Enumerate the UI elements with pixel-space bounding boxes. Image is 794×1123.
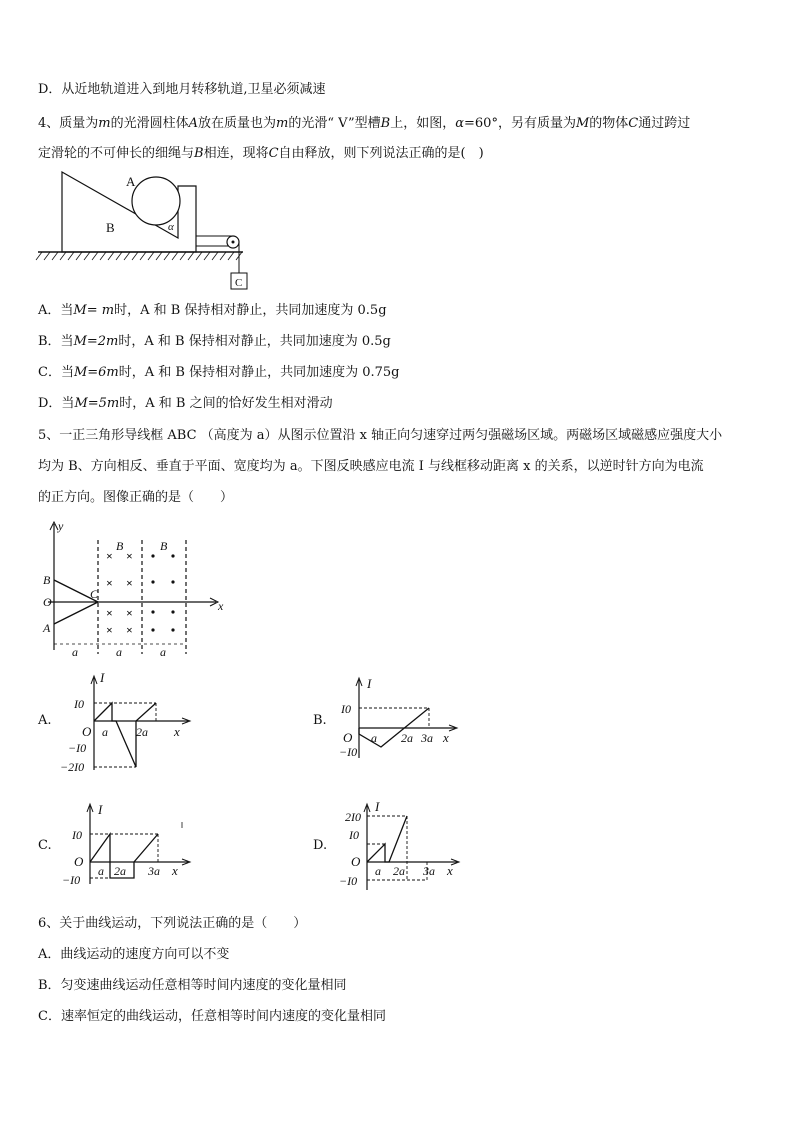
- graph-c-tick-3a: 3a: [148, 864, 160, 878]
- q5-option-c-label: C.: [38, 838, 52, 853]
- fig-b-vertex: B: [43, 573, 51, 587]
- graph-d-i0: I0: [349, 828, 359, 842]
- fig-width-a1: a: [72, 645, 78, 659]
- fig-a-vertex: A: [43, 621, 51, 635]
- graph-b-i-label: I: [367, 676, 372, 691]
- fig-field-b2: B: [160, 539, 168, 553]
- graph-b-neg-i0: −I0: [339, 745, 358, 759]
- graph-a-neg-i0: −I0: [68, 741, 87, 755]
- graph-d-tick-a: a: [375, 864, 381, 878]
- graph-b-tick-a: a: [371, 731, 377, 745]
- q5-stem-line1: 5、一正三角形导线框 ABC （高度为 a）从图示位置沿 x 轴正向匀速穿过两匀强磁场区域。两磁场区域磁感应强度大小: [38, 428, 723, 443]
- svg-text:×: ×: [126, 606, 133, 620]
- fig-y-label: y: [58, 519, 64, 533]
- q5-graph-a: [60, 670, 200, 775]
- q5-option-a-label: A.: [38, 713, 52, 728]
- graph-a-x-label: x: [174, 724, 180, 739]
- graph-c-o: O: [74, 854, 84, 869]
- q4-option-d: D．当M=5m时，A 和 B 之间的恰好发生相对滑动: [38, 396, 333, 411]
- graph-b-o: O: [343, 730, 353, 745]
- svg-text:×: ×: [106, 623, 113, 637]
- graph-b-i0: I0: [341, 702, 351, 716]
- graph-d-i-label: I: [375, 799, 380, 814]
- graph-b-x-label: x: [443, 730, 449, 745]
- svg-text:×: ×: [106, 606, 113, 620]
- graph-d-neg-i0: −I0: [339, 874, 358, 888]
- graph-c-x-label: x: [172, 863, 178, 878]
- svg-text:×: ×: [106, 549, 113, 563]
- q5-field-figure: [42, 516, 232, 659]
- q6-option-c: C．速率恒定的曲线运动，任意相等时间内速度的变化量相同: [38, 1009, 386, 1024]
- graph-d-2i0: 2I0: [345, 810, 361, 824]
- graph-a-i-label: I: [100, 670, 105, 685]
- q4-option-c: C．当M=6m时，A 和 B 保持相对静止，共同加速度为 0.75g: [38, 365, 400, 380]
- q6-option-b: B．匀变速曲线运动任意相等时间内速度的变化量相同: [38, 978, 347, 993]
- q4-option-a: A．当M= m时，A 和 B 保持相对静止，共同加速度为 0.5g: [38, 303, 387, 318]
- graph-c-tick-2a: 2a: [114, 864, 126, 878]
- label-alpha: α: [168, 221, 174, 233]
- q4-stem-line2: 定滑轮的不可伸长的细绳与B相连，现将C自由释放，则下列说法正确的是( ): [38, 146, 484, 161]
- q4-stem-line1: 4、质量为m的光滑圆柱体A放在质量也为m的光滑“ V”型槽B上，如图，α=60°，另有质量为M的物体C通过跨过: [38, 116, 691, 131]
- q5-graph-c: [60, 798, 200, 888]
- q5-option-b-label: B.: [313, 713, 327, 728]
- label-c: C: [235, 277, 243, 289]
- fig-width-a2: a: [116, 645, 122, 659]
- q5-option-d-label: D.: [313, 838, 328, 853]
- q4-incline-figure: [38, 168, 248, 293]
- graph-a-i0: I0: [74, 697, 84, 711]
- fig-o-label: O: [43, 595, 52, 609]
- graph-d-tick-3a: 3a: [423, 864, 435, 878]
- graph-a-tick-a: a: [102, 725, 108, 739]
- fig-width-a3: a: [160, 645, 166, 659]
- graph-d-x-label: x: [447, 863, 453, 878]
- fig-x-label: x: [218, 599, 224, 613]
- graph-b-tick-2a: 2a: [401, 731, 413, 745]
- graph-b-tick-3a: 3a: [421, 731, 433, 745]
- graph-c-neg-i0: −I0: [62, 873, 81, 887]
- q5-stem-line2: 均为 B、方向相反、垂直于平面、宽度均为 a。下图反映感应电流 I 与线框移动距离 x 的关系，以逆时针方向为电流: [38, 459, 704, 474]
- q3-option-d: D．从近地轨道进入到地月转移轨道,卫星必须减速: [38, 82, 326, 97]
- svg-text:×: ×: [106, 576, 113, 590]
- graph-d-o: O: [351, 854, 361, 869]
- svg-text:×: ×: [126, 623, 133, 637]
- fig-field-b1: B: [116, 539, 124, 553]
- label-a: A: [126, 174, 136, 189]
- q4-option-b: B．当M=2m时，A 和 B 保持相对静止，共同加速度为 0.5g: [38, 334, 391, 349]
- graph-c-tick-a: a: [98, 864, 104, 878]
- label-b: B: [106, 220, 115, 235]
- graph-d-tick-2a: 2a: [393, 864, 405, 878]
- q6-stem: 6、关于曲线运动，下列说法正确的是（ ）: [38, 916, 307, 931]
- svg-text:×: ×: [126, 549, 133, 563]
- graph-c-i0: I0: [72, 828, 82, 842]
- q6-option-a: A．曲线运动的速度方向可以不变: [38, 947, 230, 962]
- graph-a-tick-2a: 2a: [136, 725, 148, 739]
- q5-graph-b: [335, 672, 465, 762]
- fig-c-vertex: C: [90, 587, 99, 601]
- svg-text:×: ×: [126, 576, 133, 590]
- q5-graph-d: [335, 798, 465, 893]
- graph-c-i-label: I: [98, 802, 103, 817]
- graph-a-o: O: [82, 724, 92, 739]
- graph-a-neg-2i0: −2I0: [60, 760, 85, 774]
- q5-stem-line3: 的正方向。图像正确的是（ ）: [38, 490, 234, 505]
